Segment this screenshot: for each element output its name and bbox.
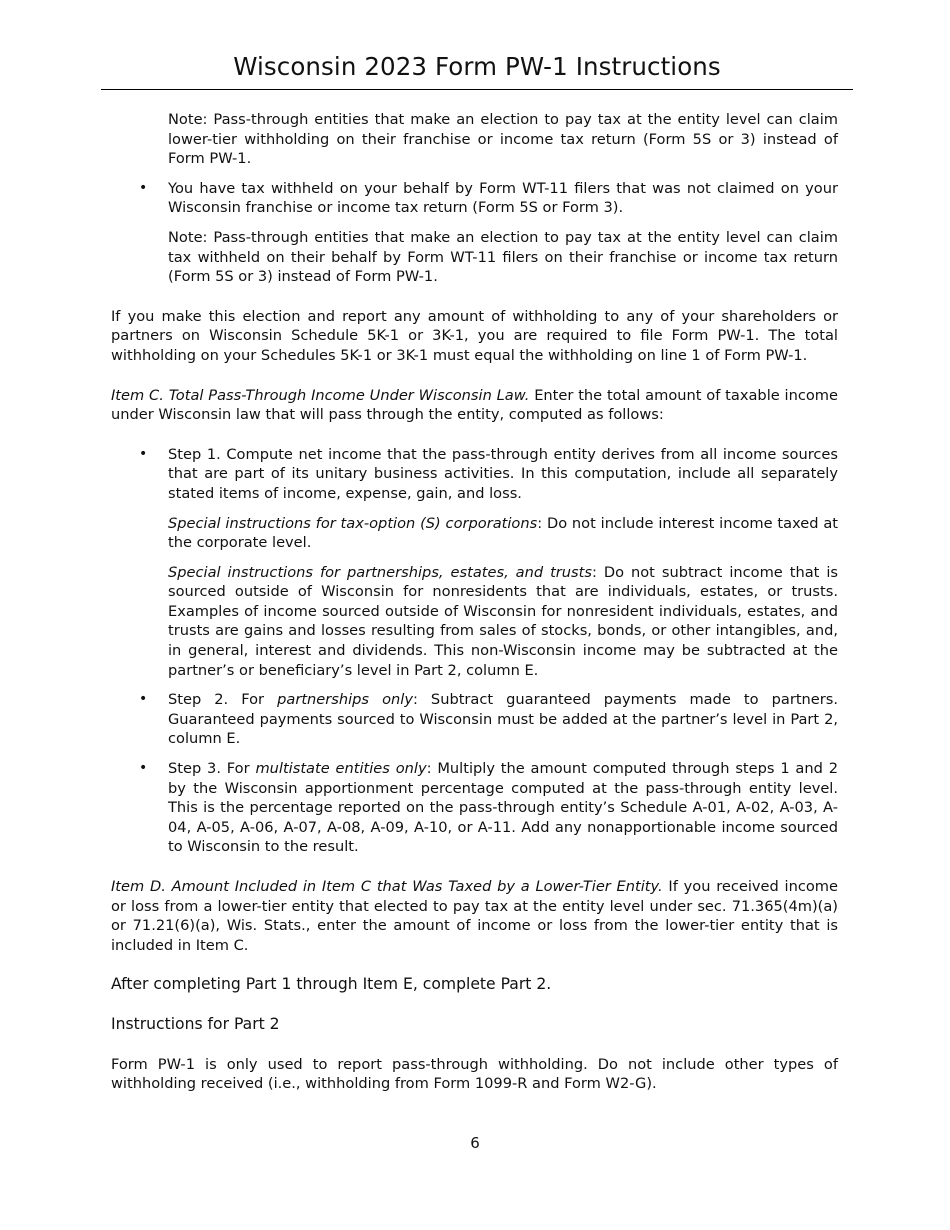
list-item [139,179,838,218]
list-item-step-3 [139,759,838,857]
note-lower-tier: Note: Pass-through entities that make an election to pay tax at the entity level can claim lower-tier withholding on their franchise or income tax return (Form 5S or 3) instead of Form PW-1. [168,111,838,168]
bullet-icon: • [139,445,148,462]
note-label: Note: [168,111,208,128]
list-item-step-2 [139,690,839,749]
page-number: 6 [470,1134,480,1152]
bullet-icon: • [139,179,148,196]
bullet-icon: • [139,760,148,777]
special-instructions-s-corp: Special instructions for tax-option (S) corporations: Do not include interest income taxed at the corporate level. [168,514,838,552]
step-2-text: Step 2. For partnerships only: Subtract guaranteed payments made to partners. Guaranteed payments sourced to Wisconsin must be added at the partner’s level in Part 2, column E. [168,691,839,748]
election-paragraph: If you make this election and report any amount of withholding to any of your shareholders or partners on Wisconsin Schedule 5K-1 or 3K-1, you are required to file Form PW-1. The total withholding on your Schedules 5K-1 or 3K-1 must equal the withholding on line 1 of Form PW-1. [111,307,838,364]
note-label: Note: [168,228,208,246]
list-item-step-1 [139,445,838,681]
special-instructions-partnerships: Special instructions for partnerships, estates, and trusts: Do not subtract income that is sourced outside of Wisconsin for nonresidents that are individuals, estates, or trusts. Examples of income sourced outside of Wisconsin for nonresident individuals, estates, and trusts are gains and losses resulting from sales of stocks, bonds, or other intangibles, and, in general, interest and dividends. This non-Wisconsin income may be subtracted at the partner’s or beneficiary’s level in Part 2, column E. [168,563,838,679]
step-3-text: Step 3. For multistate entities only: Multiply the amount computed through steps 1 and 2 by the Wisconsin apportionment percentage computed at the pass-through entity level. This is the percentage reported on the pass-through entity’s Schedule A-01, A-02, A-03, A-04, A-05, A-06, A-07, A-08, A-09, A-10, or A-11. Add any nonapportionable income sourced to Wisconsin to the result. [168,760,838,856]
page-title: Wisconsin 2023 Form PW-1 Instructions [101,52,853,90]
after-completing-text: After completing Part 1 through Item E, complete Part 2. [111,975,552,994]
note-wt11: Note: Pass-through entities that make an election to pay tax at the entity level can claim tax withheld on their behalf by Form WT-11 filers on their franchise or income tax return (Form 5S or 3) instead of Form PW-1. [168,228,838,286]
part-2-text: Form PW-1 is only used to report pass-through withholding. Do not include other types of withholding received (i.e., withholding from Form 1099-R and Form W2-G). [111,1055,838,1093]
part-2-heading: Instructions for Part 2 [111,1014,280,1033]
instructions-body [111,110,838,1094]
bullet-icon: • [139,691,148,708]
item-d-heading: Item D. Amount Included in Item C that Was Taxed by a Lower-Tier Entity. [111,878,663,895]
item-c-heading: Item C. Total Pass-Through Income Under Wisconsin Law. [111,386,530,404]
step-1-text: Step 1. Compute net income that the pass-through entity derives from all income sources that are part of its unitary business activities. In this computation, include all separately stated items of income, expense, gain, and loss. [168,445,838,502]
item-d-paragraph: Item D. Amount Included in Item C that Was Taxed by a Lower-Tier Entity. If you received income or loss from a lower-tier entity that elected to pay tax at the entity level under sec. 71.365(4m)(a) or 71.21(6)(a), Wis. Stats., enter the amount of income or loss from the lower-tier entity that is included in Item C. [111,878,838,954]
bullet-wt11-text: You have tax withheld on your behalf by Form WT-11 filers that was not claimed on your Wisconsin franchise or income tax return (Form 5S or Form 3). [168,179,838,217]
item-c-paragraph: Item C. Total Pass-Through Income Under Wisconsin Law. Enter the total amount of taxable income under Wisconsin law that will pass through the entity, computed as follows: [111,386,838,424]
